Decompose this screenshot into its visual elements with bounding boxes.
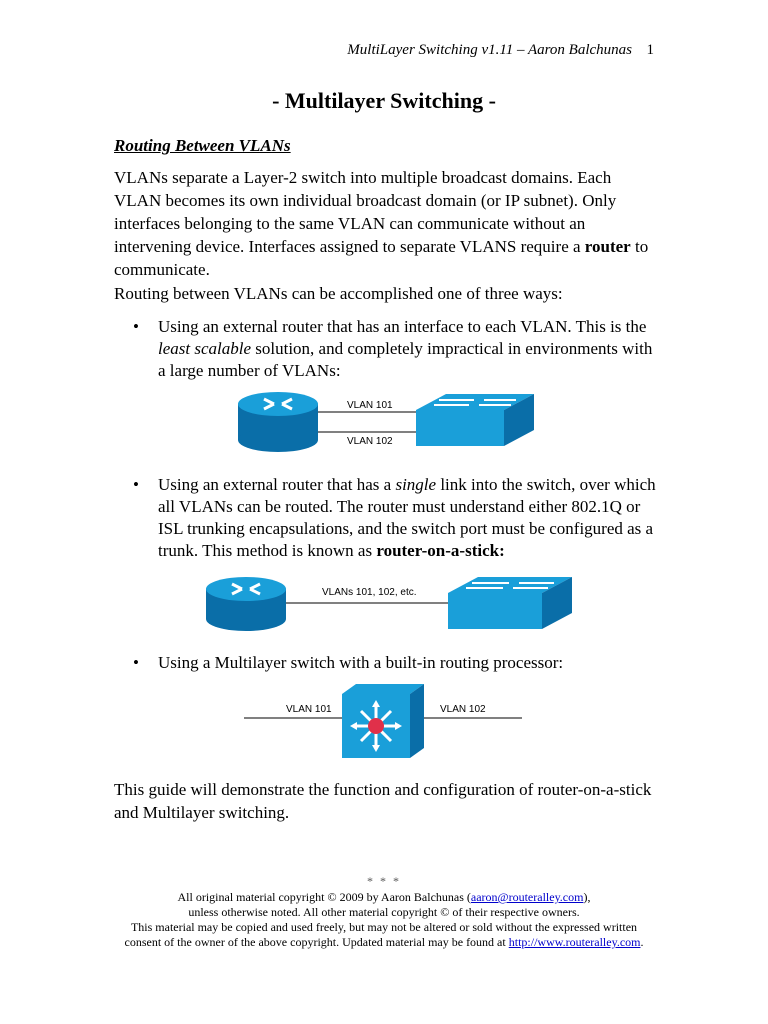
email-link[interactable]: aaron@routeralley.com [470,890,584,904]
switch-icon [416,394,534,446]
bullet-glyph: • [133,475,139,494]
list-item [133,474,656,584]
footer-text: ), [583,890,591,904]
intro-tail: to communicate. [114,237,649,279]
bullet-text [158,474,658,562]
router-icon [238,392,318,452]
router-icon [206,577,286,631]
bullet-text-part: link into the switch, over which all VLANs can be routed. The router must understand either 802.1Q or ISL trunking encapsulations, and the switch port must be configured as a trunk. This method is known as [158,475,656,560]
ways-intro: Routing between VLANs can be accomplished one of three ways: [114,284,563,303]
footer-text: consent of the owner of the above copyright. Updated material may be found at [124,935,509,949]
list-item [133,316,653,382]
intro-paragraph [114,166,662,281]
footer-text: All original material copyright © 2009 by Aaron Balchunas ( [177,890,471,904]
footer-line: unless otherwise noted. All other material copyright © of their respective owners. [188,905,580,919]
diagram-router-on-a-stick [204,573,574,633]
page-title: - Multilayer Switching - [272,88,496,113]
running-title: MultiLayer Switching v1.11 – Aaron Balchunas [347,42,632,58]
bullet-emphasis: single [395,475,437,494]
bullet-glyph: • [133,653,139,672]
diagram-router-two-links [234,392,534,454]
copyright-footer [0,890,768,950]
bullet-bold-term: router-on-a-stick: [376,541,505,560]
bullet-glyph: • [133,317,139,336]
vlan102-label: VLAN 102 [347,436,393,447]
running-header [0,42,768,64]
intro-bold-router: router [584,237,631,256]
footer-line: This material may be copied and used freely, but may not be altered or sold without the expressed written [130,920,638,934]
bullet-text-part: Using an external router that has an interface to each VLAN. This is the [158,317,647,336]
footer-line [0,890,768,905]
bullet-emphasis: least scalable [158,339,252,358]
multilayer-switch-icon [342,684,424,758]
vlan102-label: VLAN 102 [440,704,486,715]
bullet-text-part: Using an external router that has a [158,475,396,494]
bullet-text: Using a Multilayer switch with a built-in routing processor: [158,653,564,672]
diagram-multilayer-switch [244,682,524,760]
page-number: 1 [646,42,654,58]
separator: * * * [367,874,401,888]
bullet-text [158,316,658,382]
footer-text: . [640,935,644,949]
vlan101-label: VLAN 101 [347,400,393,411]
section-heading: Routing Between VLANs [114,136,291,155]
list-item [133,652,653,676]
switch-icon [448,577,572,629]
intro-text: VLANs separate a Layer-2 switch into multiple broadcast domains. Each VLAN becomes its own individual broadcast domain (or IP subnet). Only interfaces belonging to the same VLAN can communicate without an intervening device. Interfaces assigned to separate VLANS require a [114,168,617,256]
website-link[interactable]: http://www.routeralley.com [508,935,641,949]
closing-paragraph: This guide will demonstrate the function and configuration of router-on-a-stick and Multilayer switching. [114,780,652,822]
bullet-text-part: solution, and completely impractical in environments with a large number of VLANs: [158,339,653,380]
vlan101-label: VLAN 101 [286,704,332,715]
footer-line [0,935,768,950]
trunk-label: VLANs 101, 102, etc. [322,587,417,598]
